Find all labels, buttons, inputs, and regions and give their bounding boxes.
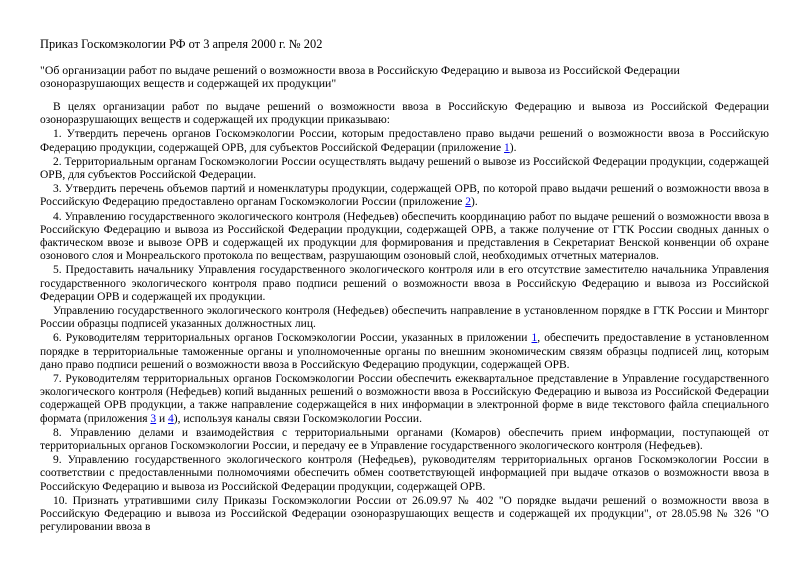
paragraph-1-text: 1. Утвердить перечень органов Госкомэкологии России, которым предоставлено право выдачи решений о возможности ввоза в Российскую Федерацию продукции, содержащей ОРВ, для субъектов Российской Федерации (приложение: [40, 128, 769, 154]
document-subtitle: "Об организации работ по выдаче решений о возможности ввоза в Российскую Федерацию и вывоза из Российской Федерации озоноразрушающих веществ и содержащей их продукции": [40, 63, 680, 90]
paragraph-7-text: 7. Руководителям территориальных органов Госкомэкологии России обеспечить ежеквартальное представление в Управление государственного экологического контроля (Нефедьев) копий выданных решений о возможности ввоза в Российскую Федерацию и вывоза из Российской Федерации содержащей ОРВ продукции, а также направление содержащейся в них информации в электронной форме в виде текстового файла специального формата (приложения: [40, 373, 769, 425]
paragraph-3: [40, 183, 769, 209]
paragraph-4: 4. Управлению государственного экологического контроля (Нефедьев) обеспечить координацию работ по выдаче решений о возможности ввоза в Российскую Федерацию и вывоза из Российской Федерации продукции, содержащей ОРВ, а также получение от ГТК России сводных данных о фактическом ввозе и вывозе ОРВ и содержащей их продукции для формирования и представления в Секретариат Венской конвенции об охране озонового слоя и Монреальского протокола по веществам, разрушающим озоновый слой, необходимых отчетных материалов.: [40, 210, 769, 263]
document-title: Приказ Госкомэкологии РФ от 3 апреля 2000 г. № 202: [40, 37, 323, 51]
paragraph-8: 8. Управлению делами и взаимодействия с территориальными органами (Комаров) обеспечить прием информации, поступающей от территориальных органов Госкомэкологии России, и передачу ее в Управление государственного экологического контроля (Нефедьев).: [40, 426, 769, 453]
paragraph-7: [40, 373, 769, 426]
paragraph-1: [40, 128, 769, 154]
paragraph-3-text: 3. Утвердить перечень объемов партий и номенклатуры продукции, содержащей ОРВ, по которой право выдачи решений о возможности ввоза в Российскую Федерацию предоставлено органам Госкомэкологии России (приложение: [40, 183, 769, 209]
paragraph-2: 2. Территориальным органам Госкомэкологии России осуществлять выдачу решений о вывозе из Российской Федерации продукции, содержащей ОРВ, для субъектов Российской Федерации.: [40, 155, 769, 182]
paragraph-5b: Управлению государственного экологического контроля (Нефедьев) обеспечить направление в установленном порядке в ГТК России и Минторг России образцы подписей указанных должностных лиц.: [40, 305, 769, 331]
appendix-4-link[interactable]: 4: [168, 412, 174, 425]
document-body: [40, 101, 769, 536]
paragraph-3-tail: ).: [471, 196, 478, 209]
paragraph-6-tail: , обеспечить предоставление в установленном порядке в территориальные таможенные органы и уполномоченные органы по внешним экономическим связям образцы подписей лиц, которым дано право подписи решений о возможности ввоза в Российскую Федерацию продукции, содержащей ОРВ.: [40, 332, 769, 371]
paragraph-1-tail: ).: [509, 141, 517, 154]
appendix-1-link-2[interactable]: 1: [531, 332, 538, 345]
appendix-3-link[interactable]: 3: [150, 412, 157, 425]
appendix-1-link[interactable]: 1: [504, 141, 510, 154]
paragraph-6-text: 6. Руководителям территориальных органов Госкомэкологии России, указанных в приложении: [53, 332, 532, 345]
paragraph-10: 10. Признать утратившими силу Приказы Госкомэкологии России от 26.09.97 № 402 "О порядке выдачи решений о возможности ввоза в Российскую Федерацию и вывоза из Российской Федерации озоноразрушающих веществ и содержащей их продукции", от 28.05.98 № 326 "О регулировании ввоза в: [40, 494, 769, 534]
appendix-2-link[interactable]: 2: [465, 196, 472, 209]
paragraph-5: 5. Предоставить начальнику Управления государственного экологического контроля или в его отсутствие заместителю начальника Управления государственного экологического контроля право подписи решений о возможности ввоза в Российскую Федерацию и вывоза из Российской Федерации ОРВ и содержащей их продукции.: [40, 264, 769, 303]
paragraph-7-tail: ), используя каналы связи Госкомэкологии России.: [173, 412, 422, 425]
paragraph-9: 9. Управлению государственного экологического контроля (Нефедьев), руководителям территориальных органов Госкомэкологии России в соответствии с предоставленными полномочиями обеспечить обмен соответствующей информацией при выдаче отказов о возможности ввоза в Российскую Федерацию и вывоза из Российской Федерации продукции, содержащей ОРВ.: [40, 454, 769, 493]
paragraph-6: [40, 332, 769, 372]
paragraph-7-and: и: [156, 412, 169, 425]
intro-paragraph: В целях организации работ по выдаче решений о возможности ввоза в Российскую Федерацию и вывоза из Российской Федерации озоноразрушающих веществ и содержащей их продукции приказываю:: [40, 101, 769, 127]
